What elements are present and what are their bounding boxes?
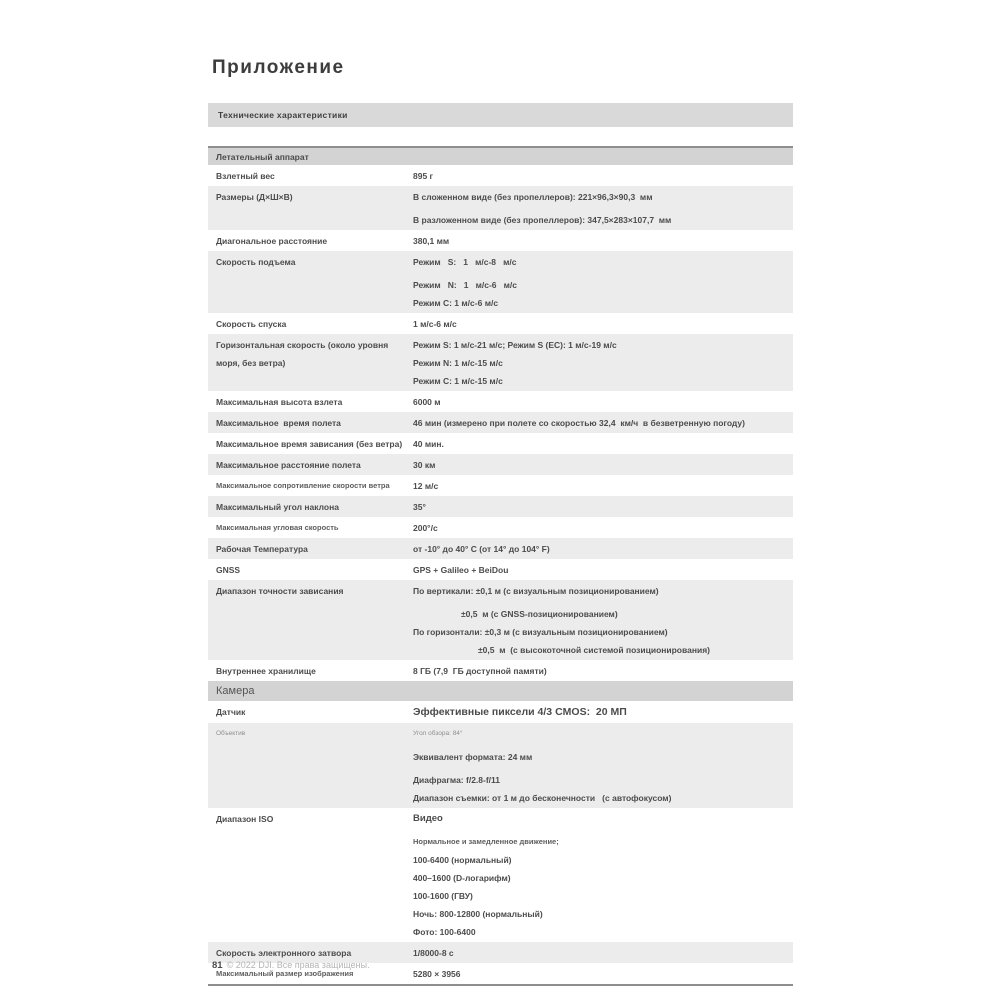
table-row xyxy=(208,186,793,230)
value-line: Режим N: 1 м/с-15 м/с xyxy=(413,358,503,368)
label-line: Максимальное время зависания (без ветра) xyxy=(216,439,403,449)
row-value xyxy=(413,334,793,391)
row-value xyxy=(413,808,793,942)
row-label xyxy=(208,496,413,517)
page-content xyxy=(208,0,793,986)
label-line: Размеры (Д×Ш×В) xyxy=(216,192,293,202)
row-label xyxy=(208,454,413,475)
label-line: GNSS xyxy=(216,565,241,575)
label-line: Горизонтальная скорость (около уровня xyxy=(216,340,389,350)
value-line: Режим C: 1 м/с-15 м/с xyxy=(413,376,503,386)
table-row xyxy=(208,433,793,454)
label-line: Скорость подъема xyxy=(216,257,296,267)
value-line: Диапазон съемки: от 1 м до бесконечности (с автофокусом) xyxy=(413,793,672,803)
value-line: 895 г xyxy=(413,171,434,181)
row-label xyxy=(208,701,413,722)
row-label xyxy=(208,475,413,496)
value-line: 6000 м xyxy=(413,397,441,407)
label-line: Объектив xyxy=(216,730,246,737)
row-label xyxy=(208,580,413,601)
value-line: Фото: 100-6400 xyxy=(413,927,476,937)
row-label xyxy=(208,808,413,829)
row-value xyxy=(413,963,793,984)
value-line: Эквивалент формата: 24 мм xyxy=(413,752,533,762)
label-line: Максимальная высота взлета xyxy=(216,397,343,407)
row-value xyxy=(413,942,793,963)
value-line: По вертикали: ±0,1 м (с визуальным позиционированием) xyxy=(413,586,659,596)
table-row xyxy=(208,580,793,660)
page-footer xyxy=(212,960,370,971)
value-line: 100-1600 (ГВУ) xyxy=(413,891,473,901)
row-label xyxy=(208,251,413,272)
label-line: Максимальная угловая скорость xyxy=(216,523,339,532)
value-line: Видео xyxy=(413,813,443,824)
table-row xyxy=(208,660,793,681)
value-line: 46 мин (измерено при полете со скоростью 32,4 км/ч в безветренную погоду) xyxy=(413,418,745,428)
value-line: В разложенном виде (без пропеллеров): 347,5×283×107,7 мм xyxy=(413,215,672,225)
row-label xyxy=(208,412,413,433)
table-row xyxy=(208,165,793,186)
row-label xyxy=(208,433,413,454)
value-line: 8 ГБ (7,9 ГБ доступной памяти) xyxy=(413,666,547,676)
value-line: Нормальное и замедленное движение; xyxy=(413,837,559,846)
row-value xyxy=(413,660,793,681)
table-row xyxy=(208,230,793,251)
page-title: Приложение xyxy=(212,57,345,78)
value-line: 400–1600 (D-логарифм) xyxy=(413,873,511,883)
value-line: 30 км xyxy=(413,460,436,470)
row-value xyxy=(413,559,793,580)
row-label xyxy=(208,723,413,744)
label-line: Максимальный угол наклона xyxy=(216,502,339,512)
label-line: Максимальное время полета xyxy=(216,418,341,428)
row-value xyxy=(413,251,793,313)
value-line: Ночь: 800-12800 (нормальный) xyxy=(413,909,543,919)
table-row xyxy=(208,334,793,391)
row-value xyxy=(413,165,793,186)
row-label xyxy=(208,165,413,186)
value-line: Режим S: 1 м/с-21 м/с; Режим S (EC): 1 м/с-19 м/с xyxy=(413,340,617,350)
row-value xyxy=(413,496,793,517)
value-line: ±0,5 м (с GNSS-позиционированием) xyxy=(461,609,618,619)
value-line: По горизонтали: ±0,3 м (с визуальным позиционированием) xyxy=(413,627,668,637)
value-line: Угол обзора: 84° xyxy=(413,730,463,737)
value-line: В сложенном виде (без пропеллеров): 221×96,3×90,3 мм xyxy=(413,192,653,202)
row-label xyxy=(208,230,413,251)
label-line: моря, без ветра) xyxy=(216,358,286,368)
row-value xyxy=(413,517,793,538)
label-line: Максимальное сопротивление скорости ветра xyxy=(216,481,390,490)
table-row xyxy=(208,391,793,412)
row-value xyxy=(413,701,793,723)
row-value xyxy=(413,433,793,454)
row-value xyxy=(413,412,793,433)
value-line: 1/8000-8 с xyxy=(413,948,454,958)
value-line: 12 м/с xyxy=(413,481,439,491)
table-row xyxy=(208,496,793,517)
row-label xyxy=(208,538,413,559)
label-line: Максимальное расстояние полета xyxy=(216,460,361,470)
label-line: Максимальный размер изображения xyxy=(216,969,354,978)
value-line: 100-6400 (нормальный) xyxy=(413,855,512,865)
row-value xyxy=(413,230,793,251)
value-line: Режим S: 1 м/с-8 м/с xyxy=(413,257,517,267)
row-value xyxy=(413,580,793,660)
label-line: Диагональное расстояние xyxy=(216,236,328,246)
label-line: Взлетный вес xyxy=(216,171,275,181)
row-label xyxy=(208,334,413,373)
value-line: 1 м/с-6 м/с xyxy=(413,319,457,329)
page-number: 81 xyxy=(212,960,223,971)
label-line: Диапазон точности зависания xyxy=(216,586,344,596)
table-row xyxy=(208,313,793,334)
row-value xyxy=(413,538,793,559)
row-label xyxy=(208,517,413,538)
table-row xyxy=(208,475,793,496)
table-row xyxy=(208,559,793,580)
value-line: 200°/с xyxy=(413,523,438,533)
value-line: Режим C: 1 м/с-6 м/с xyxy=(413,298,499,308)
label-line: Рабочая Температура xyxy=(216,544,308,554)
value-line: Диафрагма: f/2.8-f/11 xyxy=(413,775,501,785)
value-line: GPS + Galileo + BeiDou xyxy=(413,565,509,575)
section-header: Летательный аппарат xyxy=(208,148,793,165)
table-row xyxy=(208,808,793,942)
row-label xyxy=(208,186,413,207)
table-row xyxy=(208,412,793,433)
row-label xyxy=(208,559,413,580)
row-value xyxy=(413,454,793,475)
value-line: 5280 × 3956 xyxy=(413,969,461,979)
value-line: Эффективные пиксели 4/3 CMOS: 20 МП xyxy=(413,706,627,718)
value-line: ±0,5 м (с высокоточной системой позиционирования) xyxy=(478,645,710,655)
row-label xyxy=(208,313,413,334)
value-line: 40 мин. xyxy=(413,439,444,449)
table-row xyxy=(208,454,793,475)
label-line: Диапазон ISO xyxy=(216,814,274,824)
table-row xyxy=(208,538,793,559)
value-line: 380,1 мм xyxy=(413,236,450,246)
specs-banner: Технические характеристики xyxy=(208,103,793,127)
row-value xyxy=(413,313,793,334)
section-header: Камера xyxy=(208,681,793,701)
row-label xyxy=(208,391,413,412)
value-line: 35° xyxy=(413,502,426,512)
value-line: от -10° до 40° C (от 14° до 104° F) xyxy=(413,544,550,554)
row-value xyxy=(413,391,793,412)
row-value xyxy=(413,723,793,808)
row-value xyxy=(413,475,793,496)
table-row xyxy=(208,517,793,538)
spec-table xyxy=(208,146,793,986)
copyright-text: © 2022 DJI. Все права защищены. xyxy=(226,960,370,970)
label-line: Скорость спуска xyxy=(216,319,287,329)
label-line: Внутреннее хранилище xyxy=(216,666,316,676)
table-row xyxy=(208,701,793,723)
label-line: Скорость электронного затвора xyxy=(216,948,352,958)
row-value xyxy=(413,186,793,230)
row-label xyxy=(208,660,413,681)
table-row xyxy=(208,723,793,808)
value-line: Режим N: 1 м/с-6 м/с xyxy=(413,280,517,290)
table-row xyxy=(208,251,793,313)
label-line: Датчик xyxy=(216,707,246,717)
